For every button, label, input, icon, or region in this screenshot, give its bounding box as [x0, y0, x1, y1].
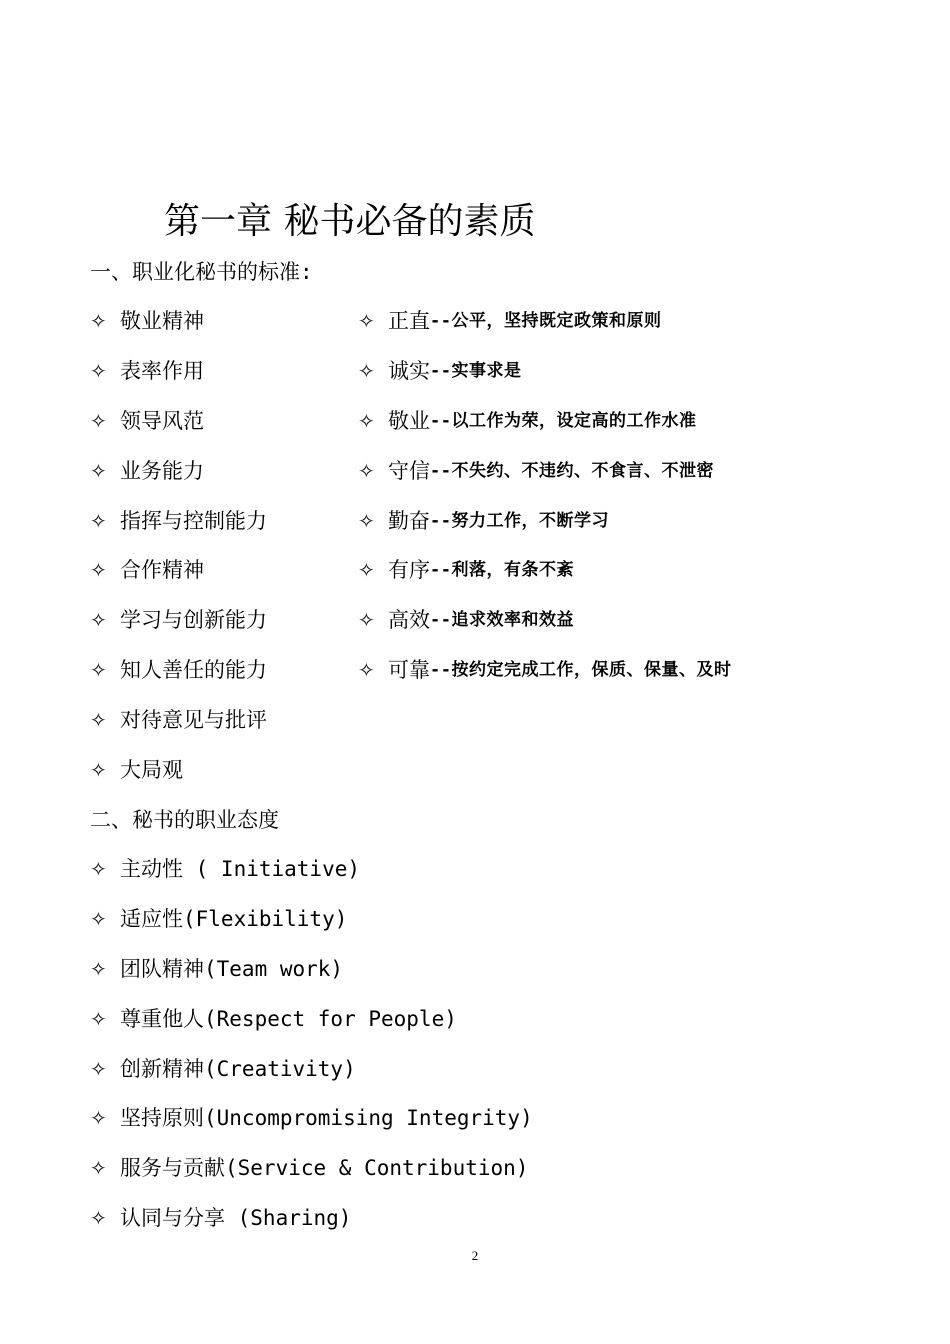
list-item: ✧ 业务能力	[90, 456, 204, 486]
bullet-icon: ✧	[90, 608, 107, 632]
section-heading-attitude: 二、秘书的职业态度	[90, 808, 279, 832]
list-item: ✧ 指挥与控制能力	[90, 506, 267, 536]
bullet-icon: ✧	[90, 1106, 107, 1130]
bullet-icon: ✧	[90, 758, 107, 782]
list-item: ✧ 对待意见与批评	[90, 705, 267, 735]
bullet-icon: ✧	[90, 1007, 107, 1031]
bullet-icon: ✧	[358, 309, 375, 333]
list-item: ✧ 团队精神(Team work)	[90, 954, 343, 984]
bullet-icon: ✧	[90, 409, 107, 433]
bullet-icon: ✧	[90, 658, 107, 682]
bullet-icon: ✧	[90, 1156, 107, 1180]
list-item: ✧ 合作精神	[90, 555, 204, 585]
bullet-icon: ✧	[90, 907, 107, 931]
bullet-icon: ✧	[90, 359, 107, 383]
page-number: 2	[471, 1248, 479, 1263]
list-item: ✧ 诚实 --实事求是	[358, 356, 521, 386]
list-item: ✧ 服务与贡献(Service & Contribution)	[90, 1153, 528, 1183]
bullet-icon: ✧	[90, 558, 107, 582]
list-item: ✧ 表率作用	[90, 356, 204, 386]
bullet-icon: ✧	[90, 857, 107, 881]
list-item: ✧ 坚持原则(Uncompromising Integrity)	[90, 1103, 533, 1133]
list-item: ✧ 高效 --追求效率和效益	[358, 605, 574, 635]
list-item: ✧ 领导风范	[90, 406, 204, 436]
bullet-icon: ✧	[358, 558, 375, 582]
list-item: ✧ 创新精神(Creativity)	[90, 1054, 356, 1084]
list-item: ✧ 勤奋 --努力工作，不断学习	[358, 506, 609, 536]
bullet-icon: ✧	[90, 957, 107, 981]
list-item: ✧ 主动性 ( Initiative)	[90, 854, 360, 884]
bullet-icon: ✧	[90, 1206, 107, 1230]
section-heading-standards: 一、职业化秘书的标准:	[90, 260, 313, 284]
list-item: ✧ 认同与分享 (Sharing)	[90, 1203, 351, 1233]
bullet-icon: ✧	[358, 608, 375, 632]
list-item: ✧ 学习与创新能力	[90, 605, 267, 635]
list-item: ✧ 正直 --公平，坚持既定政策和原则	[358, 306, 661, 336]
list-item: ✧ 大局观	[90, 755, 183, 785]
list-item: ✧ 敬业 --以工作为荣，设定高的工作水准	[358, 406, 696, 436]
bullet-icon: ✧	[358, 359, 375, 383]
list-item: ✧ 尊重他人(Respect for People)	[90, 1004, 457, 1034]
bullet-icon: ✧	[358, 658, 375, 682]
bullet-icon: ✧	[90, 509, 107, 533]
bullet-icon: ✧	[90, 309, 107, 333]
list-item: ✧ 适应性(Flexibility)	[90, 904, 347, 934]
bullet-icon: ✧	[358, 409, 375, 433]
bullet-icon: ✧	[90, 708, 107, 732]
list-item: ✧ 有序 --利落，有条不紊	[358, 555, 574, 585]
list-item: ✧ 可靠 --按约定完成工作，保质、保量、及时	[358, 655, 731, 685]
list-item: ✧ 知人善任的能力	[90, 655, 267, 685]
list-item: ✧ 守信 --不失约、不违约、不食言、不泄密	[358, 456, 714, 486]
bullet-icon: ✧	[358, 459, 375, 483]
bullet-icon: ✧	[358, 509, 375, 533]
list-item: ✧ 敬业精神	[90, 306, 204, 336]
page-title: 第一章 秘书必备的素质	[164, 201, 536, 242]
bullet-icon: ✧	[90, 1057, 107, 1081]
bullet-icon: ✧	[90, 459, 107, 483]
